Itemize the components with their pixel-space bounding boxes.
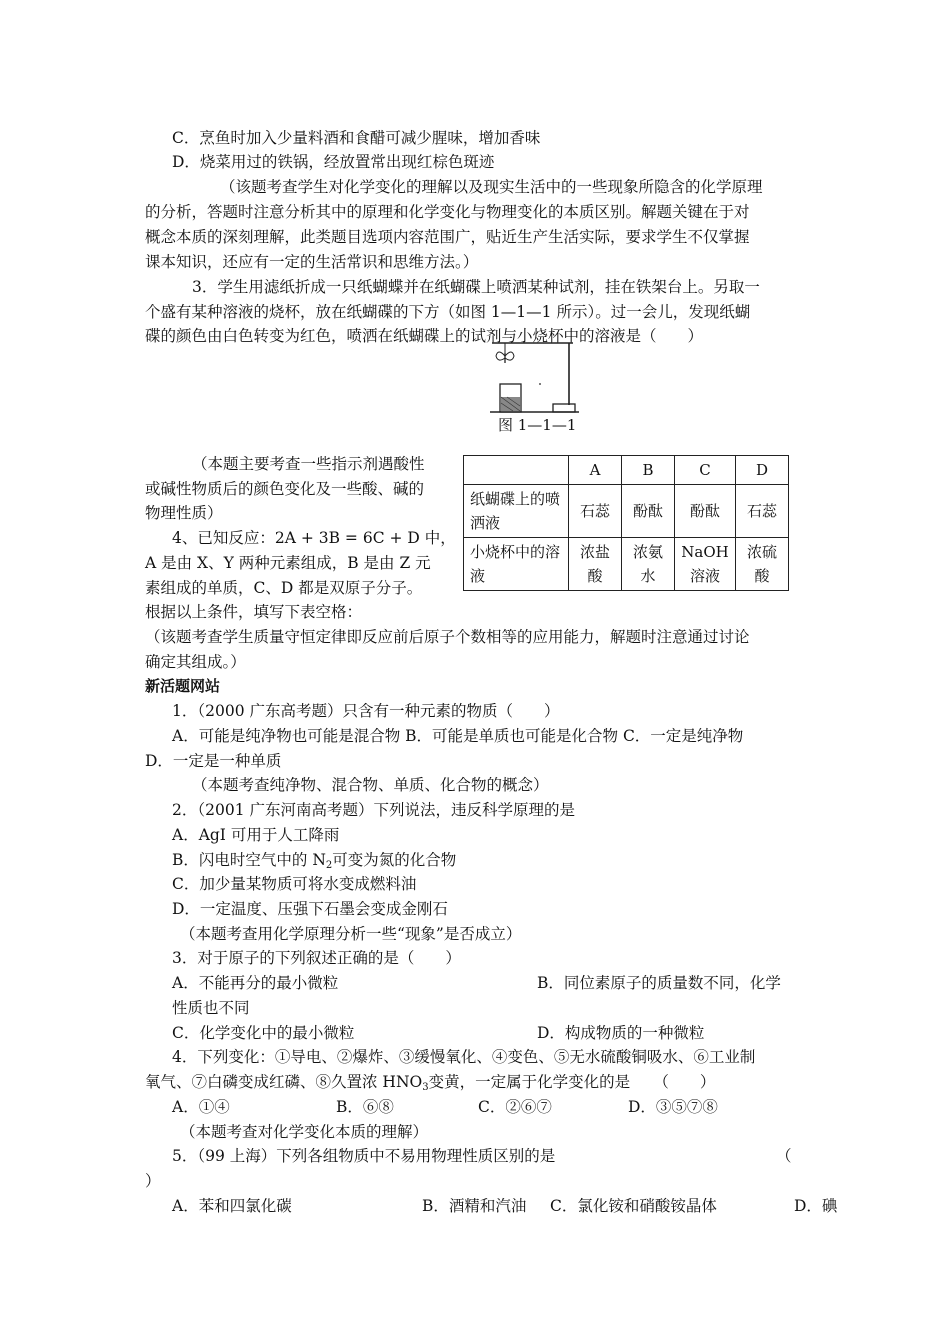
figure-butterfly-stand [487,333,587,415]
table-cell: 酚酞 [622,485,675,538]
question-3-line: 3．对于原子的下列叙述正确的是（ ） [172,949,461,967]
note-line: 课本知识，还应有一定的生活常识和思维方法。） [145,253,479,271]
table-row [464,538,789,591]
question-2-line: 2．（2001 广东河南高考题）下列说法，违反科学原理的是 [172,801,575,819]
question-3-option-d: D．构成物质的一种微粒 [537,1024,705,1042]
question-4-line: 根据以上条件，填写下表空格： [145,603,363,621]
question-5-option-b: B．酒精和汽油 [422,1197,527,1215]
options-table [463,455,789,591]
table-cell: 小烧杯中的溶液 [464,538,569,591]
table-row [464,456,789,485]
note-line: （本题主要考查一些指示剂遇酸性 [192,455,425,473]
table-cell: 纸蝴碟上的喷洒液 [464,485,569,538]
table-cell: NaOH 溶液 [675,538,736,591]
question-4-option-a: A．①④ [172,1098,230,1116]
question-4-option-b: B．⑥⑧ [336,1098,394,1116]
question-4-option-c: C．②⑥⑦ [478,1098,552,1116]
question-4-option-d: D．③⑤⑦⑧ [628,1098,718,1116]
question-5-option-a: A．苯和四氯化碳 [172,1197,292,1215]
question-5-option-d: D．碘 [794,1197,838,1215]
option-d-text: D．烧菜用过的铁锅，经放置常出现红棕色斑迹 [172,153,495,171]
question-4-line: 4、已知反应：2A + 3B = 6C + D 中， [172,529,456,547]
note-line: （该题考查学生质量守恒定律即反应前后原子个数相等的应用能力，解题时注意通过讨论 [145,628,750,646]
text-run: 变黄，一定属于化学变化的是 （ ） [428,1073,716,1091]
table-cell: A [569,456,622,485]
note-line: 确定其组成。） [145,653,246,671]
text-run: 可变为氮的化合物 [332,851,457,869]
question-5-option-c: C．氯化铵和硝酸铵晶体 [550,1197,717,1215]
question-2-option: C．加少量某物质可将水变成燃料油 [172,875,417,893]
note-line: （本题考查对化学变化本质的理解） [180,1123,429,1141]
question-4-line: 4．下列变化：①导电、②爆炸、③缓慢氧化、④变色、⑤无水硫酸铜吸水、⑥工业制 [172,1048,756,1066]
table-row [464,485,789,538]
question-5-paren: ） [145,1172,161,1190]
question-4-line: 素组成的单质，C、D 都是双原子分子。 [145,579,423,597]
question-5-paren: （ [776,1147,792,1165]
table-cell: C [675,456,736,485]
question-1-options: D．一定是一种单质 [145,752,282,770]
question-5-line: 5．（99 上海）下列各组物质中不易用物理性质区别的是 [172,1147,556,1165]
table-cell: 石蕊 [736,485,789,538]
note-line: 概念本质的深刻理解，此类题目选项内容范围广，贴近生产生活实际，要求学生不仅掌握 [145,228,750,246]
question-1-line: 1．（2000 广东高考题）只含有一种元素的物质（ ） [172,702,560,720]
table-cell: 浓硫酸 [736,538,789,591]
question-3-line: 碟的颜色由白色转变为红色，喷洒在纸蝴碟上的试剂与小烧杯中的溶液是（ ） [145,327,704,345]
question-3-option-b: 性质也不同 [172,999,250,1017]
table-cell: 浓盐酸 [569,538,622,591]
option-c-text: C．烹鱼时加入少量料酒和食醋可减少腥味，增加香味 [172,129,541,147]
question-1-options: A．可能是纯净物也可能是混合物 B．可能是单质也可能是化合物 C．一定是纯净物 [172,727,744,745]
subscript: 3 [422,1082,429,1093]
figure-caption: 图 1—1—1 [498,416,577,434]
table-cell: D [736,456,789,485]
table-cell: 酚酞 [675,485,736,538]
note-line: 物理性质） [145,504,223,522]
section-title: 新活题网站 [145,677,221,695]
note-line: （本题考查纯净物、混合物、单质、化合物的概念） [192,776,549,794]
question-2-option: A．AgI 可用于人工降雨 [172,826,340,844]
table-cell: 石蕊 [569,485,622,538]
subscript: 2 [325,860,333,871]
note-line: 的分析，答题时注意分析其中的原理和化学变化与物理变化的本质区别。解题关键在于对 [145,203,750,221]
note-line: （该题考查学生对化学变化的理解以及现实生活中的一些现象所隐含的化学原理 [220,178,763,196]
question-3-option-c: C．化学变化中的最小微粒 [172,1024,355,1042]
text-run: B．闪电时空气中的 N [172,851,326,869]
table-cell: B [622,456,675,485]
table-cell: 浓氨水 [622,538,675,591]
note-line: 或碱性物质后的颜色变化及一些酸、碱的 [145,480,425,498]
question-3-option-a: A．不能再分的最小微粒 [172,974,339,992]
question-3-line: 个盛有某种溶液的烧杯，放在纸蝴碟的下方（如图 1—1—1 所示）。过一会儿，发现纸蝴 [145,303,751,321]
question-2-option: D．一定温度、压强下石墨会变成金刚石 [172,900,448,918]
question-3-line: 3．学生用滤纸折成一只纸蝴蝶并在纸蝴碟上喷洒某种试剂，挂在铁架台上。另取一 [192,278,760,296]
question-4-line: A 是由 X、Y 两种元素组成，B 是由 Z 元 [145,554,431,572]
text-run: 氧气、⑦白磷变成红磷、⑧久置浓 HNO [145,1073,423,1091]
question-3-option-b: B．同位素原子的质量数不同，化学 [537,974,781,992]
note-line: （本题考查用化学原理分析一些“现象”是否成立） [180,925,522,943]
table-cell [464,456,569,485]
